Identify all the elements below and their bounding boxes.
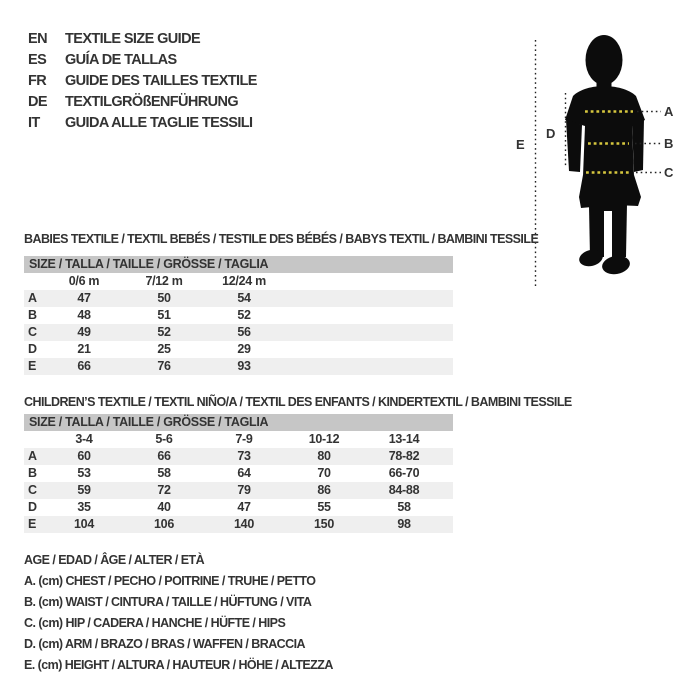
children-size-table bbox=[24, 414, 453, 533]
table-cell: 58 bbox=[397, 500, 411, 514]
column-header-row bbox=[24, 431, 453, 448]
column-header: 12/24 m bbox=[222, 274, 266, 288]
language-title: TEXTILE SIZE GUIDE bbox=[65, 31, 201, 47]
row-label: D bbox=[28, 500, 37, 514]
table-cell: 70 bbox=[317, 466, 331, 480]
measure-label-c: C bbox=[664, 165, 674, 180]
table-cell: 64 bbox=[237, 466, 251, 480]
table-row bbox=[24, 482, 453, 499]
table-cell: 58 bbox=[157, 466, 171, 480]
table-cell: 79 bbox=[237, 483, 251, 497]
column-header-row bbox=[24, 273, 453, 290]
table-cell: 51 bbox=[157, 308, 171, 322]
column-header: 5-6 bbox=[155, 432, 173, 446]
row-label: A bbox=[28, 291, 37, 305]
table-cell: 60 bbox=[77, 449, 91, 463]
language-title: GUIDE DES TAILLES TEXTILE bbox=[65, 73, 257, 89]
column-header: 13-14 bbox=[388, 432, 420, 446]
table-cell: 78-82 bbox=[388, 449, 420, 463]
row-label: B bbox=[28, 308, 37, 322]
table-cell: 54 bbox=[237, 291, 251, 305]
table-cell: 48 bbox=[77, 308, 91, 322]
table-cell: 140 bbox=[234, 517, 254, 531]
table-cell: 52 bbox=[237, 308, 251, 322]
measure-label-e: E bbox=[516, 137, 525, 152]
table-cell: 52 bbox=[157, 325, 171, 339]
measurement-legend bbox=[24, 550, 333, 675]
babies-size-table bbox=[24, 256, 453, 375]
language-code: FR bbox=[28, 73, 47, 89]
table-cell: 66 bbox=[157, 449, 171, 463]
column-header: 0/6 m bbox=[68, 274, 100, 288]
table-cell: 25 bbox=[157, 342, 171, 356]
table-cell: 55 bbox=[317, 500, 331, 514]
table-cell: 80 bbox=[317, 449, 331, 463]
table-row bbox=[24, 290, 453, 307]
table-cell: 106 bbox=[154, 517, 174, 531]
row-label: C bbox=[28, 325, 37, 339]
table-cell: 72 bbox=[157, 483, 171, 497]
table-cell: 150 bbox=[314, 517, 334, 531]
size-measurement-figure bbox=[500, 28, 690, 298]
table-row bbox=[24, 465, 453, 482]
table-cell: 66 bbox=[77, 359, 91, 373]
language-list bbox=[28, 29, 257, 134]
table-cell: 29 bbox=[237, 342, 251, 356]
language-title: GUIDA ALLE TAGLIE TESSILI bbox=[65, 115, 253, 131]
measure-label-d: D bbox=[546, 126, 556, 141]
legend-line: B. (cm) WAIST / CINTURA / TAILLE / HÜFTUNG / VITA bbox=[24, 594, 312, 609]
row-label: E bbox=[28, 359, 37, 373]
language-title: GUÍA DE TALLAS bbox=[65, 52, 177, 68]
table-cell: 93 bbox=[237, 359, 251, 373]
table-row bbox=[24, 358, 453, 375]
row-label: B bbox=[28, 466, 37, 480]
table-cell: 47 bbox=[77, 291, 91, 305]
table-cell: 86 bbox=[317, 483, 331, 497]
legend-line: C. (cm) HIP / CADERA / HANCHE / HÜFTE / HIPS bbox=[24, 615, 286, 630]
legend-line: A. (cm) CHEST / PECHO / POITRINE / TRUHE / PETTO bbox=[24, 573, 316, 588]
language-code: EN bbox=[28, 31, 47, 47]
language-code: ES bbox=[28, 52, 47, 68]
column-header: 7-9 bbox=[235, 432, 253, 446]
table-cell: 76 bbox=[157, 359, 171, 373]
language-row bbox=[28, 71, 257, 92]
language-title: TEXTILGRÖßENFÜHRUNG bbox=[65, 94, 239, 110]
table-cell: 104 bbox=[74, 517, 94, 531]
table-cell: 21 bbox=[77, 342, 91, 356]
table-cell: 84-88 bbox=[388, 483, 420, 497]
table-row bbox=[24, 516, 453, 533]
language-row bbox=[28, 92, 257, 113]
table-cell: 40 bbox=[157, 500, 171, 514]
table-cell: 73 bbox=[237, 449, 251, 463]
column-header: 10-12 bbox=[308, 432, 340, 446]
legend-line: E. (cm) HEIGHT / ALTURA / HAUTEUR / HÖHE / ALTEZZA bbox=[24, 657, 333, 672]
row-label: A bbox=[28, 449, 37, 463]
table-cell: 59 bbox=[77, 483, 91, 497]
table-cell: 53 bbox=[77, 466, 91, 480]
table-row bbox=[24, 448, 453, 465]
size-header-bar: SIZE / TALLA / TAILLE / GRÖSSE / TAGLIA bbox=[24, 414, 453, 431]
language-row bbox=[28, 50, 257, 71]
table-cell: 47 bbox=[237, 500, 251, 514]
table-row bbox=[24, 307, 453, 324]
table-cell: 49 bbox=[77, 325, 91, 339]
language-code: DE bbox=[28, 94, 47, 110]
children-section-title: CHILDREN’S TEXTILE / TEXTIL NIÑO/A / TEXTIL DES ENFANTS / KINDERTEXTIL / BAMBINI TESSILE bbox=[24, 395, 572, 409]
legend-line: AGE / EDAD / ÂGE / ALTER / ETÀ bbox=[24, 553, 205, 567]
table-cell: 35 bbox=[77, 500, 91, 514]
legend-line: D. (cm) ARM / BRAZO / BRAS / WAFFEN / BRACCIA bbox=[24, 636, 306, 651]
language-row bbox=[28, 29, 257, 50]
language-row bbox=[28, 113, 257, 134]
child-silhouette-image bbox=[565, 35, 645, 276]
language-code: IT bbox=[28, 115, 40, 131]
measure-label-a: A bbox=[664, 104, 674, 119]
table-row bbox=[24, 341, 453, 358]
table-cell: 66-70 bbox=[388, 466, 420, 480]
column-header: 7/12 m bbox=[145, 274, 183, 288]
row-label: D bbox=[28, 342, 37, 356]
table-cell: 50 bbox=[157, 291, 171, 305]
babies-section-title: BABIES TEXTILE / TEXTIL BEBÉS / TESTILE DES BÉBÉS / BABYS TEXTIL / BAMBINI TESSILE bbox=[24, 232, 539, 246]
column-header: 3-4 bbox=[75, 432, 93, 446]
table-cell: 98 bbox=[397, 517, 411, 531]
table-row bbox=[24, 499, 453, 516]
row-label: C bbox=[28, 483, 37, 497]
size-header-bar: SIZE / TALLA / TAILLE / GRÖSSE / TAGLIA bbox=[24, 256, 453, 273]
table-row bbox=[24, 324, 453, 341]
row-label: E bbox=[28, 517, 37, 531]
measure-label-b: B bbox=[664, 136, 674, 151]
table-cell: 56 bbox=[237, 325, 251, 339]
